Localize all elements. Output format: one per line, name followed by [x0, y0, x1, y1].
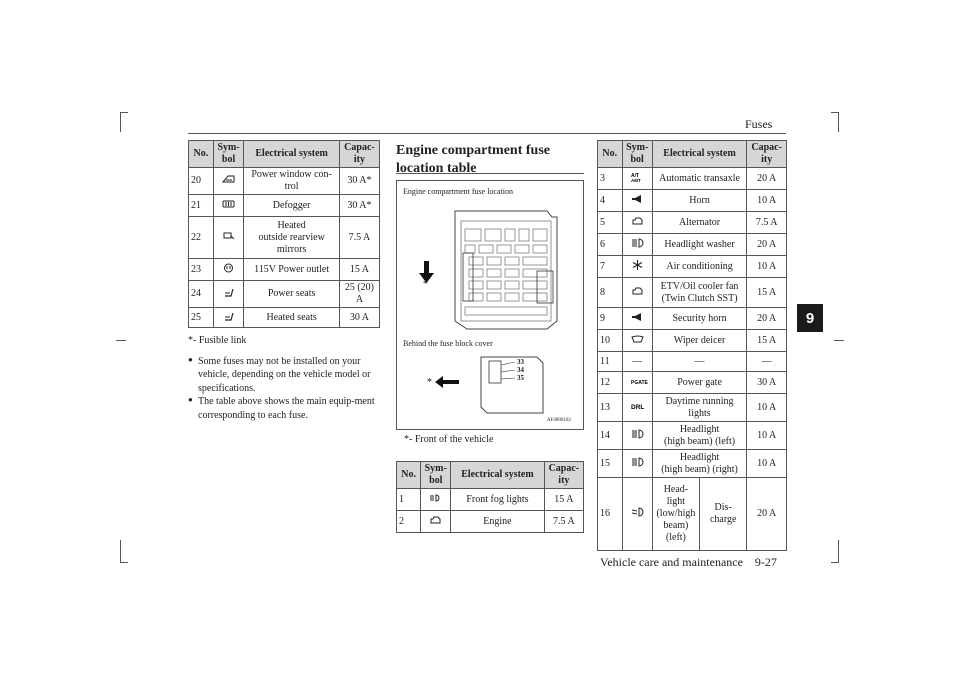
headlight-high-icon [631, 429, 644, 439]
table-row [397, 511, 584, 533]
table-row [189, 195, 380, 217]
symbol-cell [622, 168, 652, 190]
fuse-number-cell: 25 [189, 308, 214, 328]
fuse-number-cell: 16 [598, 478, 623, 551]
electrical-system-cell: Air conditioning [652, 256, 747, 278]
crop-mark [838, 112, 839, 132]
fuse-box-diagram [397, 181, 583, 429]
electrical-system-cell [652, 478, 747, 551]
defogger-icon [222, 199, 235, 209]
electrical-system-cell: — [652, 352, 747, 372]
fuse-number-cell: 8 [598, 278, 623, 308]
column-header: Sym- bol [622, 141, 652, 168]
headlight-high-icon [631, 457, 644, 467]
crop-mark [831, 112, 839, 113]
capacity-cell: — [747, 352, 787, 372]
figure-footnote: *- Front of the vehicle [404, 434, 494, 445]
fuse-table-middle [396, 461, 584, 533]
table-row [598, 330, 787, 352]
system-variant: Dis- charge [709, 502, 737, 525]
fuse-number-cell: 23 [189, 259, 214, 281]
capacity-cell: 10 A [747, 190, 787, 212]
table-row [189, 308, 380, 328]
header-rule [188, 133, 786, 134]
column-header: Capac- ity [747, 141, 787, 168]
column-header: Electrical system [244, 141, 340, 168]
headlight-washer-icon [631, 238, 644, 248]
fuse-number-cell: 12 [598, 372, 623, 394]
electrical-system-cell: Power window con- trol [244, 168, 340, 195]
fuse-number: 33 [517, 358, 524, 366]
table-row [598, 168, 787, 190]
table-header-row [598, 141, 787, 168]
table-row [598, 256, 787, 278]
fuse-number: 34 [517, 366, 524, 374]
symbol-cell: — [622, 352, 652, 372]
fuse-number-cell: 4 [598, 190, 623, 212]
capacity-cell: 20 A [747, 168, 787, 190]
capacity-cell: 15 A [747, 330, 787, 352]
crop-mark [116, 340, 126, 341]
capacity-cell: 30 A* [339, 195, 379, 217]
column-header: No. [598, 141, 623, 168]
fuse-number-cell: 24 [189, 281, 214, 308]
capacity-cell: 15 A [544, 489, 583, 511]
chapter-tab: 9 [797, 304, 823, 332]
capacity-cell: 20 A [747, 478, 787, 551]
symbol-cell [622, 450, 652, 478]
fuse-number-cell: 9 [598, 308, 623, 330]
heated-seat-icon [222, 311, 235, 321]
table-row [598, 212, 787, 234]
column-header: Electrical system [652, 141, 747, 168]
fuse-number-cell: 10 [598, 330, 623, 352]
capacity-cell: 30 A [339, 308, 379, 328]
electrical-system-cell: Power seats [244, 281, 340, 308]
power-outlet-icon [222, 263, 235, 273]
crop-mark [120, 562, 128, 563]
electrical-system-cell: Front fog lights [451, 489, 545, 511]
symbol-cell [213, 308, 244, 328]
symbol-cell [213, 217, 244, 259]
crop-mark [831, 562, 839, 563]
fuse-number-cell: 5 [598, 212, 623, 234]
table-row [598, 422, 787, 450]
crop-mark [120, 540, 121, 562]
capacity-cell: 20 A [747, 308, 787, 330]
electrical-system-cell: Headlight washer [652, 234, 747, 256]
capacity-cell: 25 (20) A [339, 281, 379, 308]
fuse-location-figure [396, 180, 584, 430]
fuse-number-cell: 14 [598, 422, 623, 450]
fuse-number-cell: 22 [189, 217, 214, 259]
wiper-deicer-icon [631, 334, 644, 344]
svg-text:PGATE: PGATE [630, 379, 648, 386]
electrical-system-cell: Daytime running lights [652, 394, 747, 422]
table-row [598, 372, 787, 394]
symbol-cell [622, 478, 652, 551]
electrical-system-cell: Engine [451, 511, 545, 533]
capacity-cell: 15 A [747, 278, 787, 308]
capacity-cell: 7.5 A [339, 217, 379, 259]
table-row [397, 489, 584, 511]
symbol-cell [421, 511, 451, 533]
electrical-system-cell: Power gate [652, 372, 747, 394]
electrical-system-cell: Automatic transaxle [652, 168, 747, 190]
capacity-cell: 15 A [339, 259, 379, 281]
air-conditioning-icon [631, 260, 644, 270]
column-header: No. [397, 462, 421, 489]
symbol-cell [622, 212, 652, 234]
symbol-cell [213, 259, 244, 281]
fuse-table-left [188, 140, 380, 328]
note-bullet: ● The table above shows the main equip-ment corresponding to each fuse. [188, 395, 380, 422]
symbol-cell [622, 256, 652, 278]
capacity-cell: 7.5 A [747, 212, 787, 234]
symbol-cell [622, 394, 652, 422]
page-footer: Vehicle care and maintenance 9-27 [600, 555, 777, 569]
electrical-system-cell: Heated outside rearview mirrors [244, 217, 340, 259]
horn-icon [631, 194, 644, 204]
electrical-system-cell: Heated seats [244, 308, 340, 328]
capacity-cell: 7.5 A [544, 511, 583, 533]
capacity-cell: 10 A [747, 422, 787, 450]
symbol-cell [622, 330, 652, 352]
symbol-cell [622, 422, 652, 450]
table-row [598, 450, 787, 478]
table-header-row [189, 141, 380, 168]
capacity-cell: 10 A [747, 256, 787, 278]
fuse-number-cell: 21 [189, 195, 214, 217]
fuse-number-cell: 7 [598, 256, 623, 278]
page-header-title: Fuses [745, 117, 773, 131]
electrical-system-cell: Headlight (high beam) (left) [652, 422, 747, 450]
note-bullet: ● Some fuses may not be installed on your vehicle, depending on the vehicle model or specifications. [188, 355, 380, 396]
fuse-number-cell: 20 [189, 168, 214, 195]
table-header-row [397, 462, 584, 489]
section-title: Engine compartment fuse location table [396, 143, 550, 176]
electrical-system-cell: ETV/Oil cooler fan (Twin Clutch SST) [652, 278, 747, 308]
symbol-cell [213, 281, 244, 308]
table-row [598, 278, 787, 308]
capacity-cell: 10 A [747, 394, 787, 422]
column-header: Sym- bol [213, 141, 244, 168]
electrical-system-cell: Alternator [652, 212, 747, 234]
symbol-cell [213, 195, 244, 217]
table-row [598, 190, 787, 212]
electrical-system-cell: Horn [652, 190, 747, 212]
fuse-number-cell: 2 [397, 511, 421, 533]
column-header: No. [189, 141, 214, 168]
fuse-number-cell: 15 [598, 450, 623, 478]
svg-text:DRL: DRL [630, 403, 645, 411]
heated-mirror-icon [222, 231, 235, 241]
drl-icon [631, 401, 644, 411]
table-row [189, 259, 380, 281]
electrical-system-cell: 115V Power outlet [244, 259, 340, 281]
capacity-cell: 20 A [747, 234, 787, 256]
column-header: Electrical system [451, 462, 545, 489]
crop-mark [834, 340, 844, 341]
at-amt-icon [631, 172, 644, 182]
fuse-number-cell: 1 [397, 489, 421, 511]
symbol-cell [213, 168, 244, 195]
fusible-link-note: *- Fusible link [188, 335, 247, 346]
column-header: Capac- ity [544, 462, 583, 489]
power-gate-icon [630, 376, 648, 386]
figure-caption: Behind the fuse block cover [403, 339, 493, 348]
security-horn-icon [631, 312, 644, 322]
electrical-system-cell: Wiper deicer [652, 330, 747, 352]
electrical-system-cell: Defogger [244, 195, 340, 217]
table-row [598, 352, 787, 372]
engine-icon [429, 515, 442, 525]
table-row [189, 217, 380, 259]
column-header: Capac- ity [339, 141, 379, 168]
fuse-table-right [597, 140, 787, 551]
electrical-system-cell: Headlight (high beam) (right) [652, 450, 747, 478]
table-row [598, 478, 787, 551]
table-row [598, 234, 787, 256]
electrical-system-cell: Security horn [652, 308, 747, 330]
crop-mark [120, 112, 128, 113]
symbol-cell [622, 372, 652, 394]
crop-mark [120, 112, 121, 132]
figure-code: AF4000102 [547, 418, 571, 423]
fuse-number-cell: 6 [598, 234, 623, 256]
notes-block [188, 334, 380, 422]
fuse-number-cell: 13 [598, 394, 623, 422]
table-row [189, 168, 380, 195]
crop-mark [838, 540, 839, 562]
symbol-cell [622, 278, 652, 308]
table-row [598, 308, 787, 330]
capacity-cell: 30 A [747, 372, 787, 394]
svg-text:A/T: A/T [630, 172, 639, 179]
front-marker-star: * [423, 279, 428, 290]
symbol-cell [622, 234, 652, 256]
front-marker-star: * [427, 377, 432, 388]
fuse-number-cell: 11 [598, 352, 623, 372]
figure-caption: Engine compartment fuse location [403, 187, 513, 196]
capacity-cell: 30 A* [339, 168, 379, 195]
svg-text:AMT: AMT [630, 177, 641, 183]
power-seat-icon [222, 287, 235, 297]
fuse-number-cell: 3 [598, 168, 623, 190]
alternator-icon [631, 216, 644, 226]
system-name: Head- light (low/high beam) (left) [653, 478, 700, 550]
fuse-number: 35 [517, 374, 524, 382]
table-row [598, 394, 787, 422]
headlight-icon [631, 507, 644, 517]
capacity-cell: 10 A [747, 450, 787, 478]
section-rule [396, 173, 584, 174]
fog-light-icon [429, 493, 442, 503]
symbol-cell [421, 489, 451, 511]
symbol-cell [622, 308, 652, 330]
symbol-cell [622, 190, 652, 212]
table-row [189, 281, 380, 308]
column-header: Sym- bol [421, 462, 451, 489]
power-window-icon [222, 174, 235, 184]
etv-oil-cooler-icon [631, 286, 644, 296]
